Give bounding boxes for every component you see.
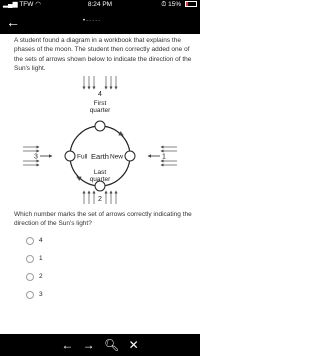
arrow-number-1: 1 — [162, 153, 166, 161]
arrow-number-3: 3 — [34, 153, 38, 161]
choice-2[interactable] — [26, 272, 66, 284]
prompt-text: Which number marks the set of arrows correctly indicating the direction of the Sun's light? — [14, 211, 192, 228]
nav-close-icon[interactable]: ✕ — [128, 338, 139, 352]
battery-icon — [185, 1, 197, 7]
carrier-name: TFW — [19, 1, 34, 8]
choice-label: 1 — [39, 255, 43, 262]
choice-label: 3 — [39, 291, 43, 298]
choice-label: 2 — [39, 273, 43, 280]
back-arrow-icon[interactable]: ← — [6, 14, 20, 30]
choice-label: 4 — [39, 237, 43, 244]
status-bar — [0, 0, 200, 10]
moon-phase-diagram — [23, 76, 177, 206]
moon-full — [65, 151, 75, 161]
arrow-number-4: 4 — [98, 91, 102, 98]
status-time: 8:24 PM — [87, 1, 113, 8]
choice-3[interactable] — [26, 290, 66, 302]
alarm-icon: ⏰︎ — [161, 1, 167, 8]
app-title: •····· — [83, 18, 102, 24]
label-new: New — [109, 153, 123, 161]
nav-search-icon[interactable]: 🔍︎ — [104, 338, 120, 352]
wifi-icon: ◠ — [35, 1, 41, 8]
arrow-number-2: 2 — [98, 196, 102, 203]
moon-first-quarter — [95, 121, 105, 131]
signal-icon: ▂▄▆ — [3, 1, 18, 8]
nav-forward-icon[interactable]: → — [82, 338, 95, 352]
radio-button[interactable] — [26, 237, 34, 245]
battery-percent: 15% — [168, 1, 182, 8]
label-full: Full — [77, 153, 88, 161]
question-text: A student found a diagram in a workbook that explains the phases of the moon. The student then correctly added one of the sets of arrows shown below to indicate the direction of the Sun's light. — [14, 37, 192, 73]
label-earth: Earth — [91, 152, 109, 161]
moon-new — [125, 151, 135, 161]
arrow-set-4 — [84, 76, 116, 89]
bottom-nav-bar — [0, 334, 200, 356]
label-first-quarter-2: quarter — [89, 107, 111, 114]
radio-button[interactable] — [26, 273, 34, 281]
nav-back-icon[interactable]: ← — [61, 338, 74, 352]
app-bar — [0, 10, 200, 34]
choice-1[interactable] — [26, 254, 66, 266]
label-last-quarter: Last — [93, 169, 107, 176]
label-first-quarter: First — [93, 100, 107, 107]
radio-button[interactable] — [26, 291, 34, 299]
radio-button[interactable] — [26, 255, 34, 263]
choice-4[interactable] — [26, 236, 66, 248]
label-last-quarter-2: quarter — [89, 176, 111, 183]
